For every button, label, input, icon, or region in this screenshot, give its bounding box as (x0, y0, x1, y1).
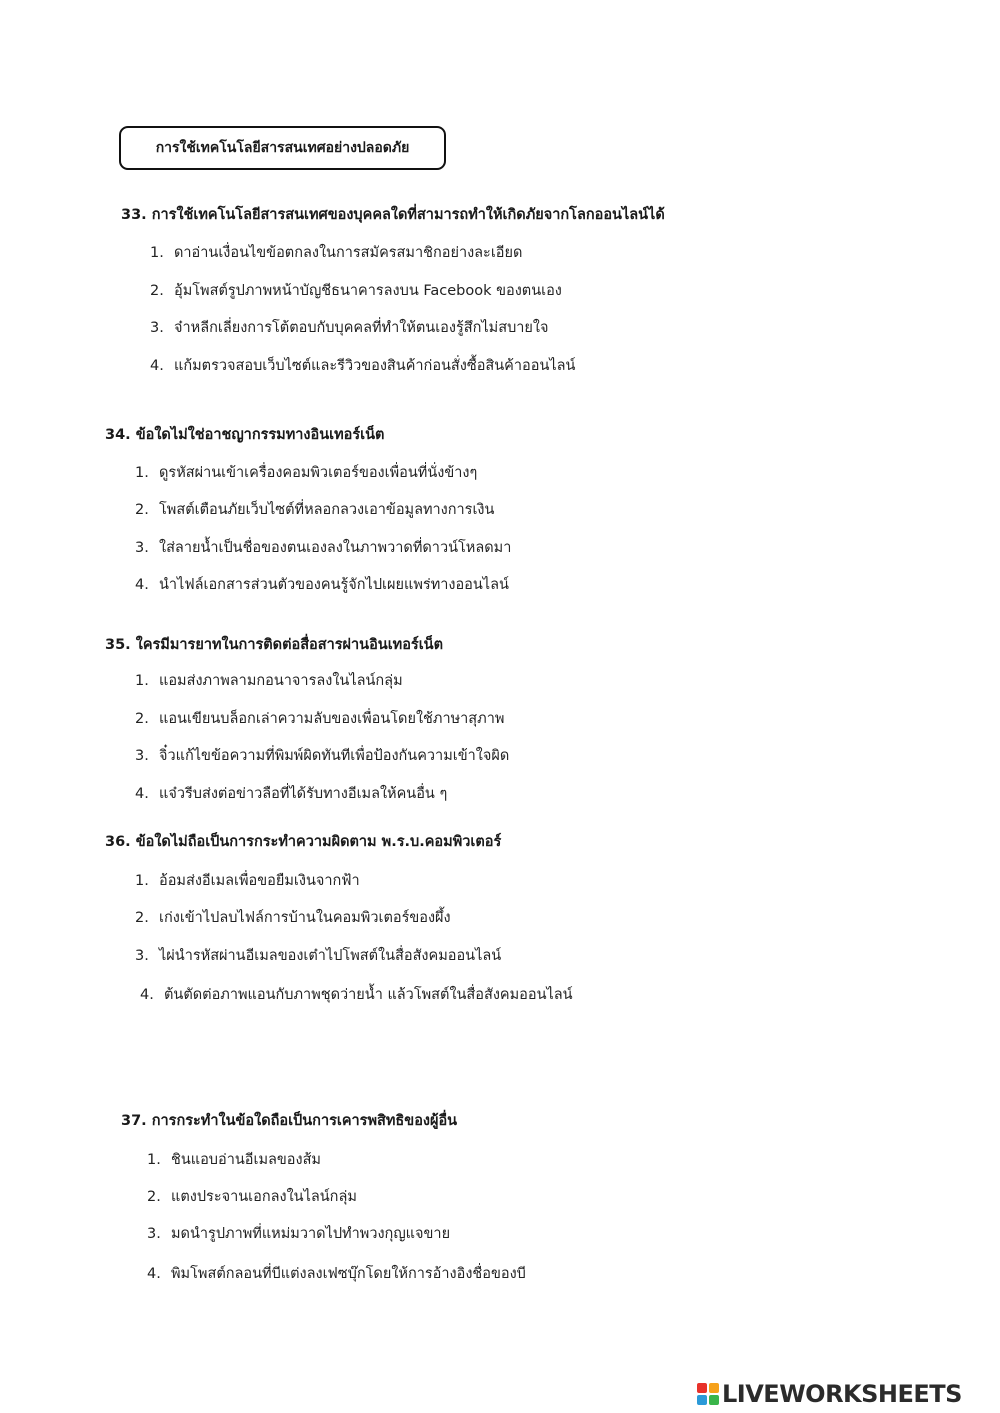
liveworksheets-logo[interactable] (697, 1379, 962, 1409)
question-34-heading: 34. ข้อใดไม่ใช่อาชญากรรมทางอินเทอร์เน็ต (105, 427, 385, 443)
logo-square-orange (709, 1383, 719, 1393)
question-37-heading: 37. การกระทำในข้อใดถือเป็นการเคารพสิทธิของผู้อื่น (121, 1113, 458, 1129)
option-number: 1. (135, 673, 149, 689)
question-36-option-1[interactable] (135, 869, 360, 892)
question-33-option-1[interactable] (150, 241, 522, 264)
option-text: พิมโพสต์กลอนที่บีแต่งลงเฟซบุ๊กโดยให้การอ้างอิงชื่อของบี (171, 1266, 526, 1282)
question-36-option-2[interactable] (135, 906, 451, 929)
section-title: การใช้เทคโนโลยีสารสนเทศอย่างปลอดภัย (119, 126, 446, 170)
question-36-option-4[interactable] (140, 983, 573, 1006)
option-number: 1. (147, 1152, 161, 1168)
option-number: 3. (135, 540, 149, 556)
question-34-option-2[interactable] (135, 498, 494, 521)
option-text: มดนำรูปภาพที่แหม่มวาดไปทำพวงกุญแจขาย (171, 1226, 451, 1242)
option-number: 1. (135, 465, 149, 481)
question-34-option-3[interactable] (135, 536, 511, 559)
option-text: ใส่ลายน้ำเป็นชื่อของตนเองลงในภาพวาดที่ดาวน์โหลดมา (159, 540, 512, 556)
question-35-option-4[interactable] (135, 782, 447, 805)
logo-square-green (709, 1395, 719, 1405)
question-33-option-3[interactable] (150, 316, 549, 339)
option-text: อ้อมส่งอีเมลเพื่อขอยืมเงินจากฟ้า (159, 873, 360, 889)
option-number: 2. (135, 502, 149, 518)
option-text: แจ๋วรีบส่งต่อข่าวลือที่ได้รับทางอีเมลให้คนอื่น ๆ (159, 786, 448, 802)
option-number: 3. (150, 320, 164, 336)
option-text: จ๋าหลีกเลี่ยงการโต้ตอบกับบุคคลที่ทำให้ตนเองรู้สึกไม่สบายใจ (174, 320, 549, 336)
question-35-option-1[interactable] (135, 669, 403, 692)
question-34-option-4[interactable] (135, 573, 509, 596)
option-text: แอมส่งภาพลามกอนาจารลงในไลน์กลุ่ม (159, 673, 403, 689)
question-37-option-1[interactable] (147, 1148, 321, 1171)
option-number: 3. (135, 748, 149, 764)
option-number: 2. (147, 1189, 161, 1205)
option-number: 1. (150, 245, 164, 261)
question-33-option-2[interactable] (150, 279, 562, 302)
option-text: แก้มตรวจสอบเว็บไซต์และรีวิวของสินค้าก่อนสั่งซื้อสินค้าออนไลน์ (174, 358, 576, 374)
question-37-option-3[interactable] (147, 1222, 450, 1245)
option-text: ชินแอบอ่านอีเมลของส้ม (171, 1152, 321, 1168)
question-35-option-3[interactable] (135, 744, 509, 767)
option-text: นำไฟล์เอกสารส่วนตัวของคนรู้จักไปเผยแพร่ทางออนไลน์ (159, 577, 509, 593)
option-number: 2. (135, 711, 149, 727)
option-text: ดาอ่านเงื่อนไขข้อตกลงในการสมัครสมาชิกอย่างละเอียด (174, 245, 523, 261)
option-text: อุ้มโพสต์รูปภาพหน้าบัญชีธนาคารลงบน Facebook ของตนเอง (174, 283, 562, 299)
option-number: 2. (150, 283, 164, 299)
question-33-option-4[interactable] (150, 354, 575, 377)
option-number: 4. (135, 786, 149, 802)
logo-square-blue (697, 1395, 707, 1405)
option-number: 3. (147, 1226, 161, 1242)
question-34-option-1[interactable] (135, 461, 477, 484)
option-text: ต้นตัดต่อภาพแอนกับภาพชุดว่ายน้ำ แล้วโพสต์ในสื่อสังคมออนไลน์ (164, 987, 573, 1003)
option-text: เก่งเข้าไปลบไฟล์การบ้านในคอมพิวเตอร์ของผึ้ง (159, 910, 451, 926)
option-number: 1. (135, 873, 149, 889)
question-37-option-2[interactable] (147, 1185, 357, 1208)
question-33-heading: 33. การใช้เทคโนโลยีสารสนเทศของบุคคลใดที่สามารถทำให้เกิดภัยจากโลกออนไลน์ได้ (121, 207, 665, 223)
option-text: ดูรหัสผ่านเข้าเครื่องคอมพิวเตอร์ของเพื่อนที่นั่งข้างๆ (159, 465, 478, 481)
option-number: 2. (135, 910, 149, 926)
option-number: 4. (147, 1266, 161, 1282)
question-36-option-3[interactable] (135, 944, 501, 967)
question-36-heading: 36. ข้อใดไม่ถือเป็นการกระทำความผิดตาม พ.ร.บ.คอมพิวเตอร์ (105, 834, 502, 850)
option-text: แตงประจานเอกลงในไลน์กลุ่ม (171, 1189, 357, 1205)
question-35-heading: 35. ใครมีมารยาทในการติดต่อสื่อสารผ่านอินเทอร์เน็ต (105, 637, 444, 653)
option-text: แอนเขียนบล็อกเล่าความลับของเพื่อนโดยใช้ภาษาสุภาพ (159, 711, 505, 727)
option-number: 4. (140, 987, 154, 1003)
option-text: จิ๋วแก้ไขข้อความที่พิมพ์ผิดทันทีเพื่อป้องกันความเข้าใจผิด (159, 748, 510, 764)
option-text: ไผ่นำรหัสผ่านอีเมลของเต๋าไปโพสต์ในสื่อสังคมออนไลน์ (159, 948, 502, 964)
question-35-option-2[interactable] (135, 707, 504, 730)
option-number: 3. (135, 948, 149, 964)
liveworksheets-logo-icon (697, 1383, 719, 1405)
option-text: โพสต์เตือนภัยเว็บไซต์ที่หลอกลวงเอาข้อมูลทางการเงิน (159, 502, 495, 518)
logo-text: LIVEWORKSHEETS (722, 1380, 962, 1408)
option-number: 4. (150, 358, 164, 374)
question-37-option-4[interactable] (147, 1262, 526, 1285)
logo-square-red (697, 1383, 707, 1393)
option-number: 4. (135, 577, 149, 593)
